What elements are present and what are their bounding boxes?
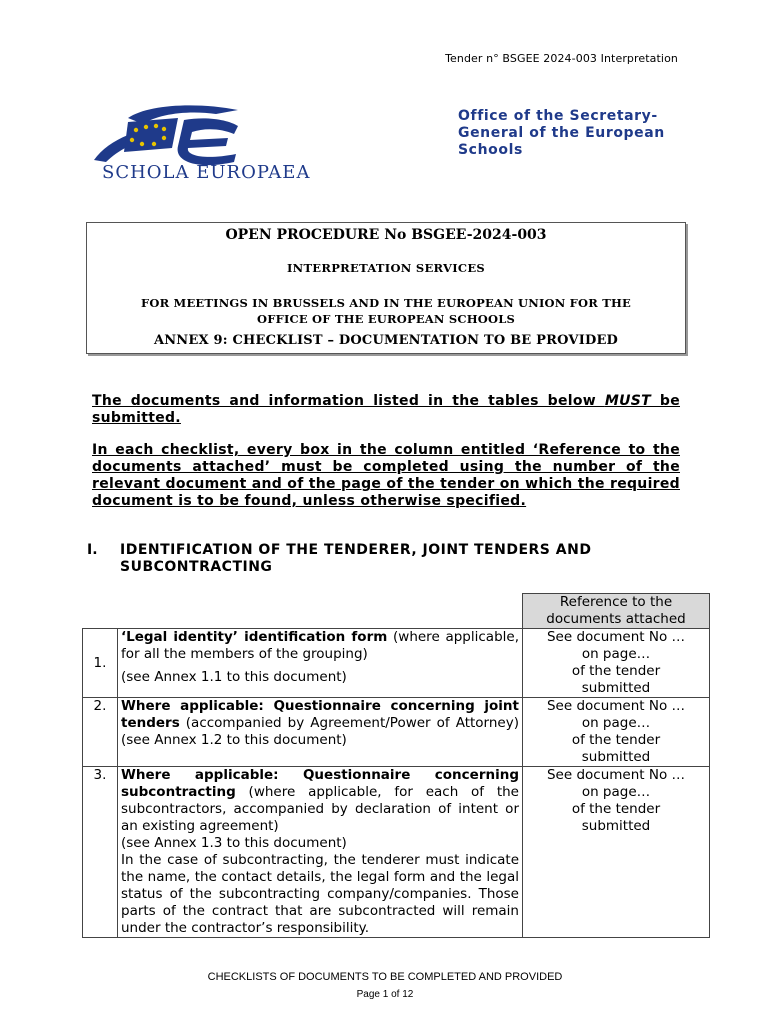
row-number: 1. [83,629,118,698]
reference-column-header: Reference to the documents attached [523,594,710,629]
row-description: Where applicable: Questionnaire concerning subcontracting (where applicable, for each of the subcontractors, accompanied by declaration of intent or an existing agreement) (see Annex 1.3 to this document) In the case of subcontracting, the tenderer must indicate the name, the contact details, the legal form and the legal status of the subcontracting company/companies. Those parts of the contract that are subcontracted will remain under the contractor’s responsibility. [118,767,523,938]
tender-reference-header: Tender n° BSGEE 2024-003 Interpretation [445,52,678,65]
row-description: ‘Legal identity’ identification form (where applicable, for all the members of the grouping) (see Annex 1.1 to this document) [118,629,523,698]
procedure-number: OPEN PROCEDURE No BSGEE-2024-003 [225,227,547,243]
table-row [83,629,710,698]
row-number: 2. [83,698,118,767]
procedure-title-box [86,222,686,354]
row-reference: See document No … on page… of the tender submitted [523,629,710,698]
checklist-table [82,593,710,938]
table-row [83,698,710,767]
service-title: INTERPRETATION SERVICES [286,261,486,275]
intro-paragraph-2: In each checklist, every box in the column entitled ‘Reference to the documents attached’ must be completed using the number of the relevant document and of the page of the tender on which the required document is to be found, unless otherwise specified. [92,442,680,509]
annex-title: ANNEX 9: CHECKLIST – DOCUMENTATION TO BE PROVIDED [153,333,619,348]
svg-text:SCHOLA EUROPAEA: SCHOLA EUROPAEA [102,162,311,183]
section-title: IDENTIFICATION OF THE TENDERER, JOINT TENDERS AND SUBCONTRACTING [120,542,592,575]
page-number: Page 1 of 12 [356,989,414,1000]
row-reference: See document No … on page… of the tender submitted [523,698,710,767]
footer-title: CHECKLISTS OF DOCUMENTS TO BE COMPLETED AND PROVIDED [207,971,563,983]
intro-paragraph-1: The documents and information listed in the tables below MUST be submitted. [92,393,680,426]
table-header-row [83,594,710,629]
row-reference: See document No … on page… of the tender submitted [523,767,710,938]
row-number: 3. [83,767,118,938]
service-scope: FOR MEETINGS IN BRUSSELS AND IN THE EUROPEAN UNION FOR THE OFFICE OF THE EUROPEAN SCHOOLS [140,296,631,326]
section-number: I. [87,542,98,558]
schola-europaea-logo [88,100,328,186]
office-title: Office of the Secretary-General of the European Schools [458,108,665,158]
row-description: Where applicable: Questionnaire concerning joint tenders (accompanied by Agreement/Power of Attorney) (see Annex 1.2 to this document) [118,698,523,767]
table-row [83,767,710,938]
